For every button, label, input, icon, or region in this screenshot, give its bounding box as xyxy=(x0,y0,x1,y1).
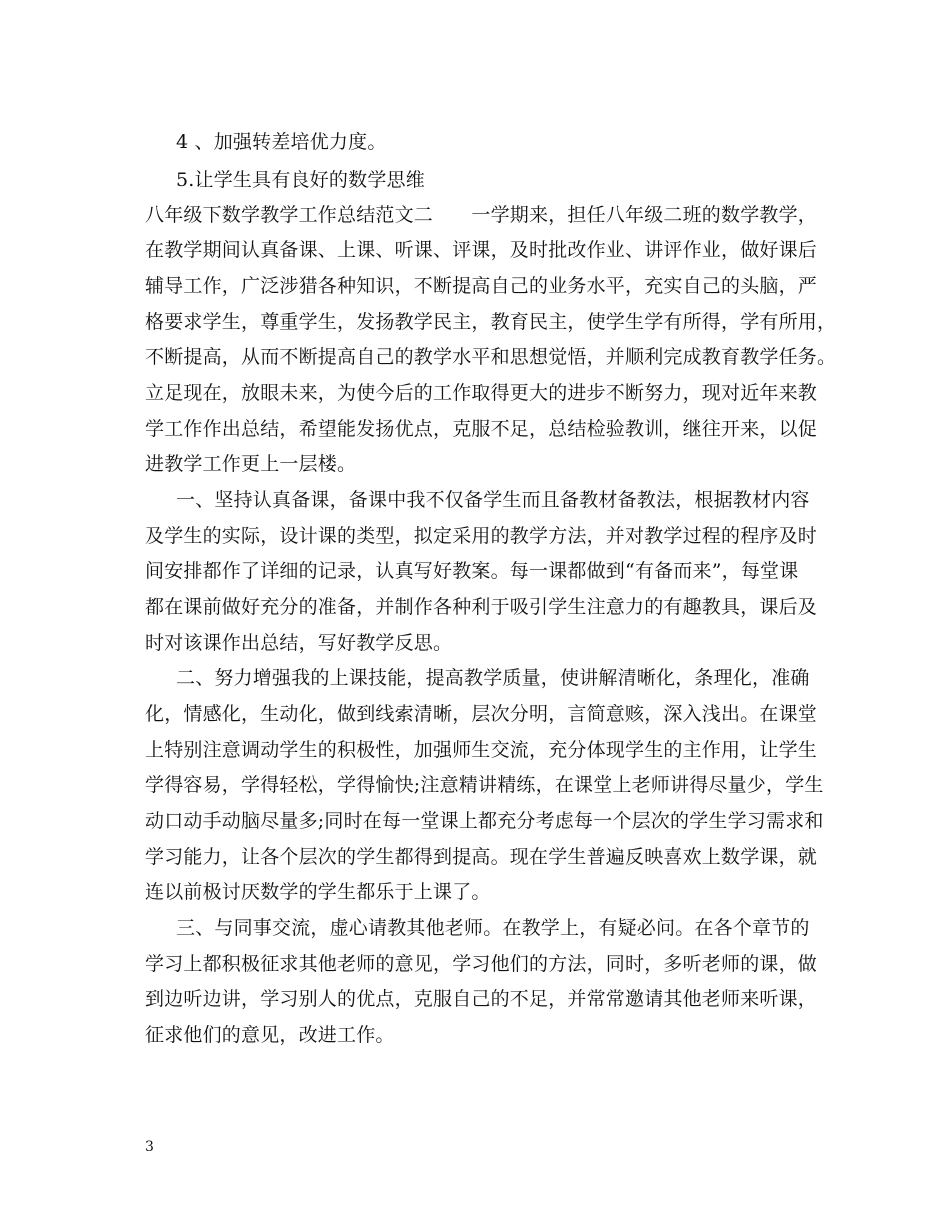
text-line-7: 不断提高，从而不断提高自己的教学水平和思想觉悟，并顺利完成教育教学任务。 xyxy=(145,346,837,368)
text-line-16: 二、努力增强我的上课技能，提高教学质量，使讲解清晰化，条理化，准确 xyxy=(176,667,810,689)
text-line-10: 进教学工作更上一层楼。 xyxy=(145,453,357,475)
text-line-19: 学得容易，学得轻松，学得愉快;注意精讲精练，在课堂上老师讲得尽量少，学生 xyxy=(145,774,824,796)
page-number: 3 xyxy=(145,1139,154,1155)
text-line-24: 学习上都积极征求其他老师的意见，学习他们的方法，同时，多听老师的课，做 xyxy=(145,953,818,975)
text-line-8: 立足现在，放眼未来，为使今后的工作取得更大的进步不断努力，现对近年来教 xyxy=(145,382,818,404)
text-line-14: 都在课前做好充分的准备，并制作各种利于吸引学生注意力的有趣教具，课后及 xyxy=(145,596,818,618)
text-line-6: 格要求学生，尊重学生，发扬教学民主，教育民主，使学生学有所得，学有所用， xyxy=(145,311,837,333)
text-line-5: 辅导工作，广泛涉猎各种知识，不断提高自己的业务水平，充实自己的头脑，严 xyxy=(145,275,818,297)
text-line-13: 间安排都作了详细的记录，认真写好教案。每一课都做到“有备而来”，每堂课 xyxy=(145,560,799,582)
text-line-18: 上特别注意调动学生的积极性，加强师生交流，充分体现学生的主作用，让学生 xyxy=(145,739,818,761)
text-line-2: 5.让学生具有良好的数学思维 xyxy=(176,169,425,191)
text-line-1: 4 、加强转差培优力度。 xyxy=(176,131,387,153)
text-line-17: 化，情感化，生动化，做到线索清晰，层次分明，言简意赅，深入浅出。在课堂 xyxy=(145,703,818,725)
text-line-23: 三、与同事交流，虚心请教其他老师。在教学上，有疑必问。在各个章节的 xyxy=(176,917,810,939)
text-line-11: 一、坚持认真备课，备课中我不仅备学生而且备教材备教法，根据教材内容 xyxy=(176,489,810,511)
text-line-26: 征求他们的意见，改进工作。 xyxy=(145,1024,395,1046)
text-line-12: 及学生的实际，设计课的类型，拟定采用的教学方法，并对教学过程的程序及时 xyxy=(145,525,818,547)
text-line-22: 连以前极讨厌数学的学生都乐于上课了。 xyxy=(145,881,491,903)
text-line-21: 学习能力，让各个层次的学生都得到提高。现在学生普遍反映喜欢上数学课，就 xyxy=(145,846,818,868)
text-line-20: 动口动手动脑尽量多;同时在每一堂课上都充分考虑每一个层次的学生学习需求和 xyxy=(145,810,824,832)
text-line-4: 在教学期间认真备课、上课、听课、评课，及时批改作业、讲评作业，做好课后 xyxy=(145,239,818,261)
text-line-3: 八年级下数学教学工作总结范文二 一学期来，担任八年级二班的数学教学， xyxy=(145,204,818,226)
text-line-15: 时对该课作出总结，写好教学反思。 xyxy=(145,632,453,654)
text-line-9: 学工作作出总结，希望能发扬优点，克服不足，总结检验教训，继往开来，以促 xyxy=(145,418,818,440)
text-line-25: 到边听边讲，学习别人的优点，克服自己的不足，并常常邀请其他老师来听课， xyxy=(145,988,818,1010)
